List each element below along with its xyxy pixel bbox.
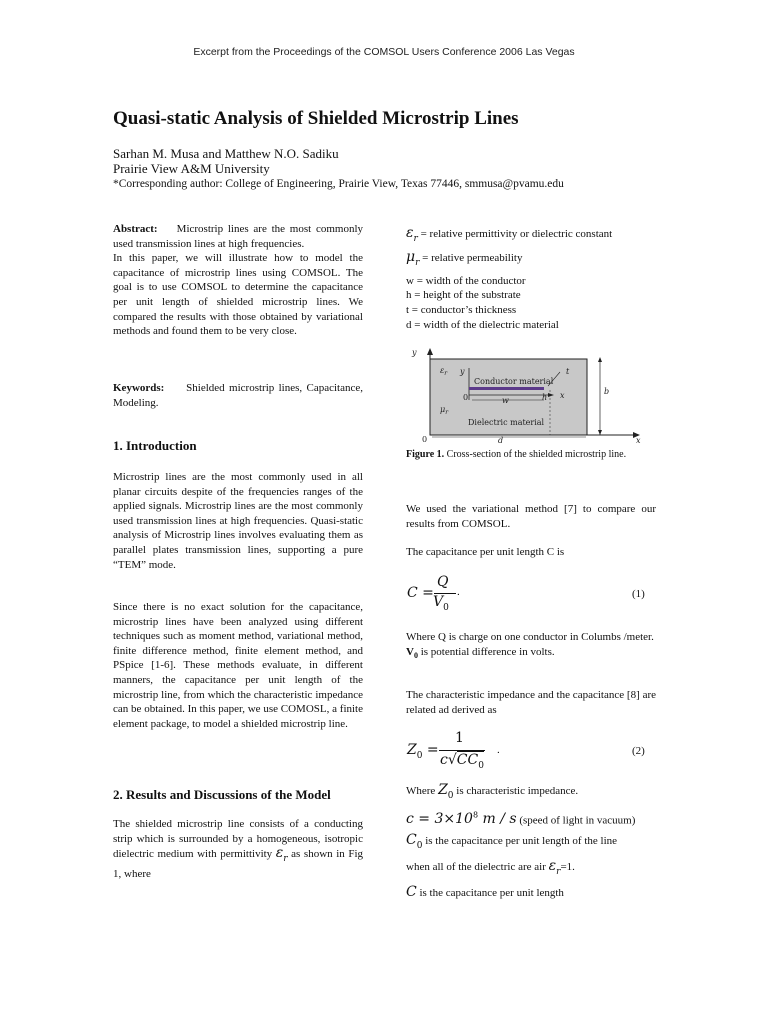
epsilon-r-symbol-air: $\varepsilon_r$ bbox=[548, 858, 561, 878]
char-impedance-paragraph: The characteristic impedance and the capacitance [8] are related ad derived as bbox=[406, 689, 656, 716]
results-text: The shielded microstrip line consists of a conducting strip which is surrounded by a homogeneous, isotropic dielectric medium with permittivity bbox=[113, 818, 363, 861]
corresponding-author: *Corresponding author: College of Engineering, Prairie View, Texas 77446, smmusa@pvamu.edu bbox=[113, 178, 564, 190]
variational-paragraph: We used the variational method [7] to compare our results from COMSOL. bbox=[406, 503, 656, 530]
conductor-label: Conductor material bbox=[474, 377, 554, 386]
t-label: t bbox=[566, 367, 570, 376]
c-def-text: (speed of light in vacuum) bbox=[519, 814, 636, 827]
w-label: w bbox=[502, 396, 509, 405]
v0-symbol: $V_0$ bbox=[406, 645, 418, 660]
def-h: h = height of the substrate bbox=[406, 289, 521, 302]
air-definition bbox=[406, 856, 656, 882]
abstract-body: In this paper, we will illustrate how to model the capacitance of microstrip lines using COMSOL. The goal is to use COMSOL to determine the capacitance per unit length of shielded microstrip lines. We compared the results with those obtained by variational methods and found them to be very close. bbox=[113, 252, 363, 338]
y-axis-arrow bbox=[427, 348, 433, 355]
figure-caption-text: Cross-section of the shielded microstrip line. bbox=[446, 449, 627, 460]
abstract-lead: Microstrip lines are the most commonly used transmission lines at high frequencies. bbox=[113, 223, 364, 250]
c-definition bbox=[406, 806, 656, 831]
intro-paragraph-1: Microstrip lines are the most commonly used in all planar circuits despite of the frequencies ranges of the applied signals. Microstrip lines are the most commonly used transmission lines at high frequencies. Quasi-static analysis of Microstrip lines involves evaluating them as parallel plates transmission lines, supporting a pure “TEM” mode. bbox=[113, 471, 363, 571]
figure-1-caption bbox=[406, 448, 656, 461]
eq1-lhs: C = bbox=[407, 585, 434, 601]
v0-text: is potential difference in volts. bbox=[420, 645, 555, 658]
h-label: h bbox=[542, 393, 548, 402]
epsilon-label: $\varepsilon_r$ bbox=[440, 366, 448, 377]
equation-2-definitions bbox=[406, 780, 656, 903]
mu-r-symbol: $\mu_r$ bbox=[406, 249, 420, 269]
b-label: b bbox=[604, 387, 610, 396]
eq1-number: (1) bbox=[632, 588, 645, 600]
def-d: d = width of the dielectric material bbox=[406, 318, 559, 331]
c0-symbol: $C_0$ bbox=[406, 832, 423, 852]
eq1-period: . bbox=[457, 586, 460, 598]
abstract bbox=[113, 222, 363, 339]
eq2-lhs: $Z_0$ = bbox=[407, 742, 439, 761]
abstract-label: Abstract: bbox=[113, 223, 158, 235]
results-paragraph bbox=[113, 817, 363, 881]
air-def-prefix: when all of the dielectric are air bbox=[406, 861, 546, 874]
capacitance-intro: The capacitance per unit length C is bbox=[406, 546, 565, 558]
figure-1-diagram bbox=[400, 340, 660, 445]
local-y-label: y bbox=[460, 367, 465, 376]
results-text-tail: as shown in Fig 1, where bbox=[113, 848, 364, 880]
def-w: w = width of the conductor bbox=[406, 274, 526, 287]
z0-def-prefix: Where bbox=[406, 785, 436, 797]
local-x-label: x bbox=[560, 391, 565, 400]
z0-definition bbox=[406, 780, 656, 806]
cap-def-text: is the capacitance per unit length bbox=[419, 887, 564, 900]
z0-symbol: $Z_0$ bbox=[438, 782, 454, 801]
origin-label: 0 bbox=[422, 435, 428, 444]
eq2-denominator: $c√CC_0$ bbox=[440, 752, 484, 771]
where-q-paragraph bbox=[406, 630, 656, 663]
conference-header: Excerpt from the Proceedings of the COMSOL Users Conference 2006 Las Vegas bbox=[193, 46, 575, 58]
eq1-numerator: Q bbox=[437, 574, 449, 590]
y-axis-label: y bbox=[412, 348, 417, 357]
mu-label: $\mu_r$ bbox=[440, 405, 449, 416]
epsilon-r-symbol-def: $\varepsilon_r$ bbox=[406, 225, 418, 244]
b-arrow-top bbox=[598, 357, 602, 362]
keywords bbox=[113, 381, 363, 410]
d-label: d bbox=[498, 436, 504, 445]
c-equation: $c = 3\times 10^8$ m / s bbox=[406, 810, 517, 828]
conductor-strip bbox=[469, 387, 544, 390]
x-axis-label: x bbox=[636, 436, 641, 445]
c0-definition bbox=[406, 830, 656, 856]
keywords-label: Keywords: bbox=[113, 382, 165, 394]
keywords-text: Shielded microstrip lines, Capacitance, Modeling. bbox=[113, 382, 364, 409]
eq1-denominator: $V_0$ bbox=[433, 594, 449, 613]
section-1-heading: 1. Introduction bbox=[113, 438, 197, 453]
def-epsilon-text: = relative permittivity or dielectric constant bbox=[420, 228, 613, 240]
def-t: t = conductor’s thickness bbox=[406, 303, 517, 316]
cap-definition bbox=[406, 882, 656, 903]
eq2-numerator: 1 bbox=[455, 730, 464, 746]
def-mu-text: = relative permeability bbox=[422, 252, 523, 265]
b-arrow-bottom bbox=[598, 430, 602, 435]
eq2-period: . bbox=[497, 744, 500, 756]
air-def-suffix: =1. bbox=[560, 861, 575, 874]
equation-1 bbox=[407, 576, 657, 616]
local-origin-label: 0 bbox=[463, 393, 469, 402]
intro-paragraph-2: Since there is no exact solution for the capacitance, microstrip lines have been analyzed using different techniques such as moment method, variational method, finite difference method, finite element method, and PSpice [1-6]. These methods evaluate, in different manners, the capacitance per unit length of the microstrip line, from which the characteristic impedance can be obtained. In this paper, we use COMOSL, a finite element package, to model a shielded microstrip line. bbox=[113, 601, 363, 730]
figure-caption-label: Figure 1. bbox=[406, 449, 445, 460]
symbol-definitions bbox=[406, 226, 656, 332]
epsilon-r-symbol: $\varepsilon_r$ bbox=[275, 845, 288, 864]
where-q-text: Where Q is charge on one conductor in Columbs /meter. bbox=[406, 631, 654, 643]
paper-title: Quasi-static Analysis of Shielded Microstrip Lines bbox=[113, 108, 519, 129]
def-mu bbox=[406, 250, 656, 270]
eq2-number: (2) bbox=[632, 745, 645, 757]
c0-def-text: is the capacitance per unit length of the line bbox=[425, 835, 618, 848]
affiliation: Prairie View A&M University bbox=[113, 161, 270, 176]
def-epsilon bbox=[406, 226, 656, 246]
c-symbol: C bbox=[406, 884, 417, 901]
dielectric-label: Dielectric material bbox=[468, 418, 545, 427]
z0-def-text: is characteristic impedance. bbox=[456, 785, 579, 797]
section-2-heading: 2. Results and Discussions of the Model bbox=[113, 787, 331, 802]
authors: Sarhan M. Musa and Matthew N.O. Sadiku bbox=[113, 146, 339, 161]
equation-2 bbox=[407, 730, 657, 776]
